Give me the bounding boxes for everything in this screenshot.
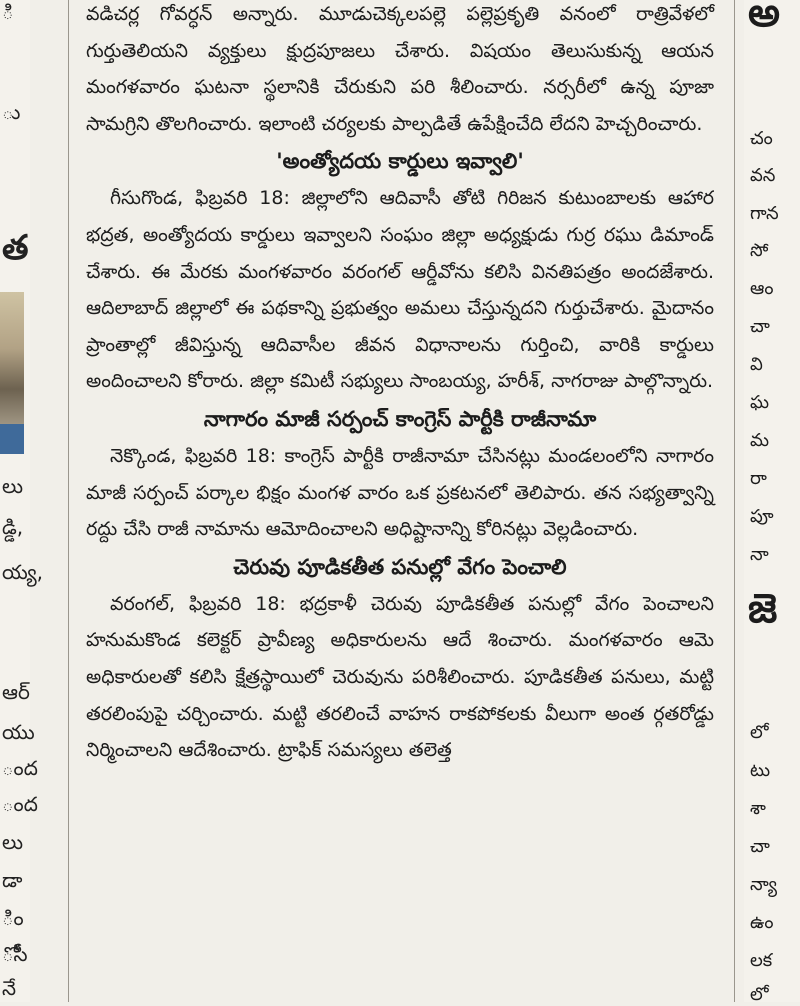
right-text-fragment: రా	[750, 468, 767, 489]
right-text-fragment: న్యా	[750, 874, 777, 895]
right-text-fragment: వి	[750, 354, 763, 375]
story-line: మంగళవారం వరంగల్ ఆర్డీవోను కలిసి వినతిపత్రం అందజేశారు.	[238, 260, 714, 283]
headline: చెరువు పూడికతీత పనుల్లో వేగం పెంచాలి	[233, 554, 567, 579]
column-divider-right	[734, 0, 735, 1002]
story-line: వేగం పెంచాలని హనుమకొండ కలెక్టర్ ప్రావీణ్య అధికారులను ఆదే	[86, 592, 714, 652]
right-text-fragment: చం	[750, 128, 773, 149]
left-text-fragment: నే	[2, 976, 17, 1000]
right-text-fragment: చా	[750, 836, 770, 857]
story-pond-desilting	[86, 548, 714, 769]
story-line: ఆదిలాబాద్ జిల్లాలో ఈ పథకాన్ని ప్రభుత్వం అమలు చేస్తున్నదని	[86, 297, 548, 320]
right-text-fragment: ఆం	[750, 278, 774, 299]
left-text-fragment: ు	[2, 100, 21, 124]
story-nursery-rituals	[86, 0, 714, 142]
right-text-fragment: లో	[750, 722, 769, 743]
story-line: శీలించారు. నర్సరీలో ఉన్న పూజా సామగ్రిని తొలగించారు.	[86, 76, 714, 135]
left-text-fragment: ంద	[2, 792, 38, 816]
right-text-fragment: శా	[750, 798, 766, 819]
right-heading-fragment: అ	[748, 0, 780, 36]
story-body	[86, 0, 714, 142]
left-column-fragment	[0, 0, 44, 1002]
left-heading-fragment: త	[2, 228, 29, 268]
left-text-fragment: ఆర్	[2, 680, 30, 704]
story-line: తెలుసుకున్న ఆయన మంగళవారం ఘటనా స్థలానికి చేరుకుని పరి	[86, 39, 715, 99]
right-text-fragment: మ	[750, 430, 770, 451]
right-text-fragment: వన	[750, 165, 776, 186]
left-text-fragment: యు	[2, 720, 35, 744]
story-body	[86, 180, 714, 400]
story-body	[86, 586, 714, 769]
story-line: సంఘం జిల్లా అధ్యక్షుడు గుర్ర రఘు డిమాండ్ చేశారు. ఈ మేరకు	[86, 223, 714, 283]
left-text-fragment: ి	[2, 0, 14, 24]
right-text-fragment: లక	[750, 950, 773, 971]
story-line: కమిటీ సభ్యులు సాంబయ్య, హరీశ్, నాగరాజు పాల్గొన్నారు.	[289, 370, 714, 393]
story-line: మండలంలోని నాగారం మాజీ సర్పంచ్ పర్కాల భిక్షం మంగళ	[86, 444, 714, 504]
left-text-fragment: లు	[2, 474, 24, 498]
right-text-fragment: సో	[750, 240, 769, 261]
story-line: గుర్తుచేశారు. మైదానం ప్రాంతాల్లో జీవిస్తున్న ఆదివాసీల జీవన	[86, 297, 714, 356]
story-line: గీసుగొండ, ఫిబ్రవరి 18: జిల్లాలోని ఆదివాసీ తోటి గిరిజన	[110, 187, 547, 210]
right-text-fragment: చా	[750, 316, 770, 337]
story-line: ర్గతరోడ్డు నిర్మించాలని ఆదేశించారు. ట్రాఫిక్ సమస్యలు తలెత్త	[86, 702, 714, 762]
right-text-fragment: నా	[750, 544, 769, 565]
left-text-fragment: డ్డి,	[2, 515, 24, 539]
story-line: నెక్కొండ, ఫిబ్రవరి 18: కాంగ్రెస్ పార్టీకి రాజీనామా చేసినట్లు	[110, 444, 540, 467]
main-column	[86, 0, 714, 1002]
headline: 'అంత్యోదయ కార్డులు ఇవ్వాలి'	[276, 149, 524, 174]
right-text-fragment: ఉం	[750, 912, 774, 933]
left-text-fragment: ోసీ	[2, 942, 28, 966]
story-line: రాత్రివేళలో గుర్తుతెలియని వ్యక్తులు క్షుద్రపూజలు చేశారు. విషయం	[86, 3, 714, 62]
story-line: శించారు. మంగళవారం ఆమె అధికారులతో కలిసి క్షేత్రస్థాయిలో	[86, 629, 714, 688]
right-text-fragment: పూ	[750, 506, 774, 527]
right-text-fragment: లో	[750, 984, 769, 1005]
left-text-fragment: లు	[2, 830, 24, 854]
story-body	[86, 438, 714, 548]
story-line: విధానాలను గుర్తించి, వారికి కార్డులు అందించాలని కోరారు. జిల్లా	[86, 333, 715, 393]
left-text-fragment: డా	[2, 868, 23, 892]
left-text-fragment: ిం	[2, 906, 24, 930]
right-text-fragment: టు	[750, 760, 771, 781]
story-line: వారం ఒక ప్రకటనలో తెలిపారు. తన సభ్యత్వాన్ని రద్దు చేసి రాజీ	[86, 481, 714, 541]
story-line: ఇలాంటి చర్యలకు పాల్పడితే ఉపేక్షించేది లేదని హెచ్చరించారు.	[258, 112, 703, 135]
story-line: వరంగల్, ఫిబ్రవరి 18: భద్రకాళీ చెరువు పూడికతీత పనుల్లో	[110, 592, 582, 615]
left-text-fragment: ంద	[2, 756, 38, 780]
headline: నాగారం మాజీ సర్పంచ్ కాంగ్రెస్ పార్టీకి రాజీనామా	[203, 406, 597, 431]
story-antyodaya-cards	[86, 142, 714, 400]
right-column-fragment	[744, 0, 800, 1005]
story-line: వడిచర్ల గోవర్ధన్ అన్నారు. మూడుచెక్కలపల్లె పల్లెప్రకృతి వనంలో	[86, 3, 616, 25]
column-divider-left	[68, 0, 69, 1002]
right-text-fragment: గాన	[750, 203, 779, 224]
right-text-fragment: ఘ	[750, 392, 770, 413]
story-line: చెరువును పరిశీలించారు. పూడికతీత పనులు, మట్టి తరలింపుపై	[86, 665, 715, 725]
story-line: నామాను ఆమోదించాలని అధిష్టానాన్ని కోరినట్లు వెల్లడించారు.	[194, 518, 639, 541]
story-line: చర్చించారు. మట్టి తరలించే వాహన రాకపోకలకు వీలుగా అంత	[176, 702, 645, 725]
left-text-fragment: య్య,	[2, 560, 44, 584]
story-sarpanch-resignation	[86, 400, 714, 548]
left-photo	[0, 292, 24, 454]
right-heading-fragment: జె	[748, 586, 778, 632]
story-line: కుటుంబాలకు ఆహార భద్రత, అంత్యోదయ కార్డులు ఇవ్వాలని	[86, 187, 714, 246]
